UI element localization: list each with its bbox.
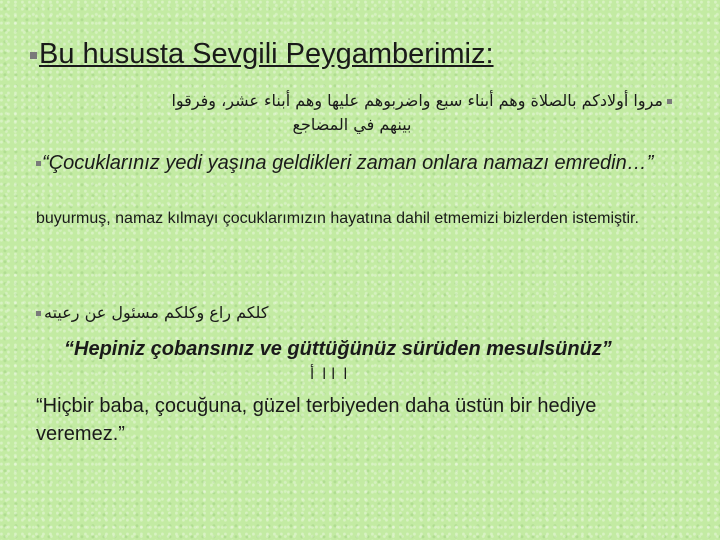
slide-title [30,36,494,72]
arabic-marks [310,364,355,384]
arabic-hadith-1-line-2: بينهم في المضاجع [292,115,412,134]
bullet-icon [667,99,672,104]
arabic-hadith-2 [36,301,268,326]
hadith-2-translation: “Hepiniz çobansınız ve güttüğünüz sürüden mesulsünüz” [64,338,612,360]
hadith-3-translation: “Hiçbir baba, çocuğuna, güzel terbiyeden daha üstün bir hediye veremez.” [36,395,597,445]
bullet-icon [36,161,41,166]
bullet-icon [36,311,41,316]
arabic-hadith-2-text: كلكم راع وكلكم مسئول عن رعيته [44,303,269,322]
slide-title-text: Bu hususta Sevgili Peygamberimiz: [39,38,494,70]
arabic-mark: أ [310,365,315,383]
bullet-icon [30,52,37,59]
arabic-hadith-1-text: مروا أولادكم بالصلاة وهم أبناء سبع واضربوهم عليها وهم أبناء عشر، وفرقوا [171,91,663,110]
arabic-mark: ا [343,365,348,383]
hadith-1-translation-text: “Çocuklarınız yedi yaşına geldikleri zaman onlara namazı emredin…” [42,152,654,174]
arabic-mark: ا ا [322,365,336,383]
arabic-hadith-1-line-1 [32,90,672,112]
hadith-1-translation [36,150,676,177]
explanation-paragraph: buyurmuş, namaz kılmayı çocuklarımızın hayatına dahil etmemizi bizlerden istemiştir. [36,210,639,227]
